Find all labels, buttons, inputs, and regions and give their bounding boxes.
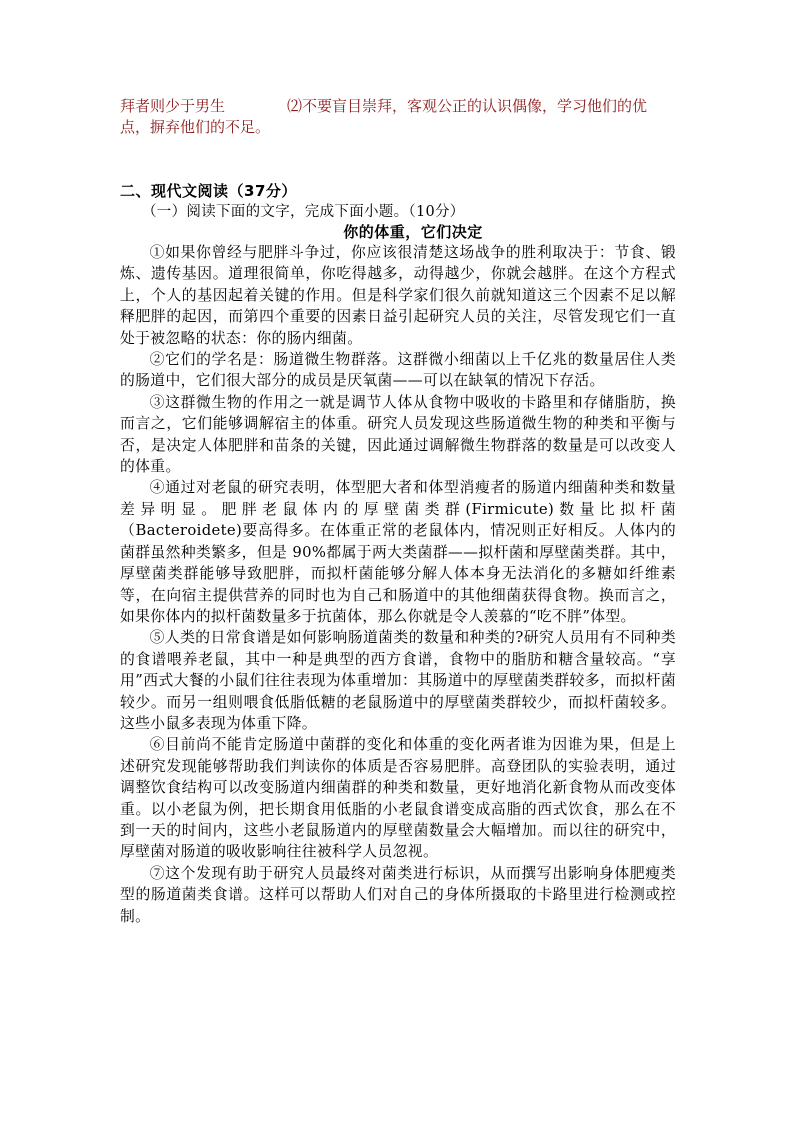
document-page [120, 96, 676, 927]
article-paragraph-2: ②它们的学名是：肠道微生物群落。这群微小细菌以上千亿兆的数量居住人类的肠道中，它们很大部分的成员是厌氧菌——可以在缺氧的情况下存活。 [120, 351, 676, 390]
article-paragraph-1: ①如果你曾经与肥胖斗争过，你应该很清楚这场战争的胜利取决于：节食、锻炼、遗传基因。道理很简单，你吃得越多，动得越少，你就会越胖。在这个方程式上，个人的基因起着关键的作用。但是科学家们很久前就知道这三个因素不足以解释肥胖的起因，而第四个重要的因素日益引起研究人员的关注，尽管发现它们一直处于被忽略的状态：你的肠内细菌。 [120, 244, 676, 347]
article-title: 你的体重，它们决定 [343, 223, 483, 241]
answer-fragment [120, 96, 676, 138]
article-paragraph-5: ⑤人类的日常食谱是如何影响肠道菌类的数量和种类的?研究人员用有不同种类的食谱喂养老鼠，其中一种是典型的西方食谱，食物中的脂肪和糖含量较高。“享用”西式大餐的小鼠们往往表现为体重增加：其肠道中的厚壁菌类群较多，而拟杆菌较少。而另一组则喂食低脂低糖的老鼠肠道中的厚壁菌类群较少，而拟杆菌较多。这些小鼠多表现为体重下降。 [120, 629, 676, 732]
section-heading: 二、现代文阅读（37分） [120, 182, 297, 200]
article-paragraph-3: ③这群微生物的作用之一就是调节人体从食物中吸收的卡路里和存储脂肪，换而言之，它们能够调解宿主的体重。研究人员发现这些肠道微生物的种类和平衡与否，是决定人体肥胖和苗条的关键，因此通过调解微生物群落的数量是可以改变人的体重。 [120, 393, 676, 476]
answer-fragment-part2: ⑵不要盲目崇拜，客观公正的认识偶像，学习他们的优点，摒弃他们的不足。 [120, 97, 648, 136]
article-paragraph-7: ⑦这个发现有助于研究人员最终对菌类进行标识，从而撰写出影响身体肥瘦类型的肠道菌类食谱。这样可以帮助人们对自己的身体所摄取的卡路里进行检测或控制。 [120, 864, 676, 925]
answer-fragment-part1: 拜者则少于男生 [120, 97, 226, 115]
article-paragraph-6: ⑥目前尚不能肯定肠道中菌群的变化和体重的变化两者谁为因谁为果，但是上述研究发现能够帮助我们判读你的体质是否容易肥胖。高登团队的实验表明，通过调整饮食结构可以改变肠道内细菌群的种类和数量，更好地消化新食物从而改变体重。以小老鼠为例，把长期食用低脂的小老鼠食谱变成高脂的西式饮食，那么在不到一天的时间内，这些小老鼠肠道内的厚壁菌数量会大幅增加。而以往的研究中，厚壁菌对肠道的吸收影响往往被科学人员忽视。 [120, 736, 676, 861]
article-paragraph-4: ④通过对老鼠的研究表明，体型肥大者和体型消瘦者的肠道内细菌种类和数量差异明显。肥胖老鼠体内的厚壁菌类群(Firmicute)数量比拟杆菌（Bacteroidete)要高得多。在体重正常的老鼠体内，情况则正好相反。人体内的菌群虽然种类繁多，但是 90%都属于两大类菌群——拟杆菌和厚壁菌类群。其中，厚壁菌类群能够导致肥胖，而拟杆菌能够分解人体本身无法消化的多糖如纤维素等，在向宿主提供营养的同时也为自己和肠道中的其他细菌获得食物。换而言之，如果你体内的拟杆菌数量多于抗菌体，那么你就是令人羡慕的“吃不胖”体型。 [120, 479, 676, 625]
section-subheading: （一）阅读下面的文字，完成下面小题。（10分） [142, 204, 465, 220]
